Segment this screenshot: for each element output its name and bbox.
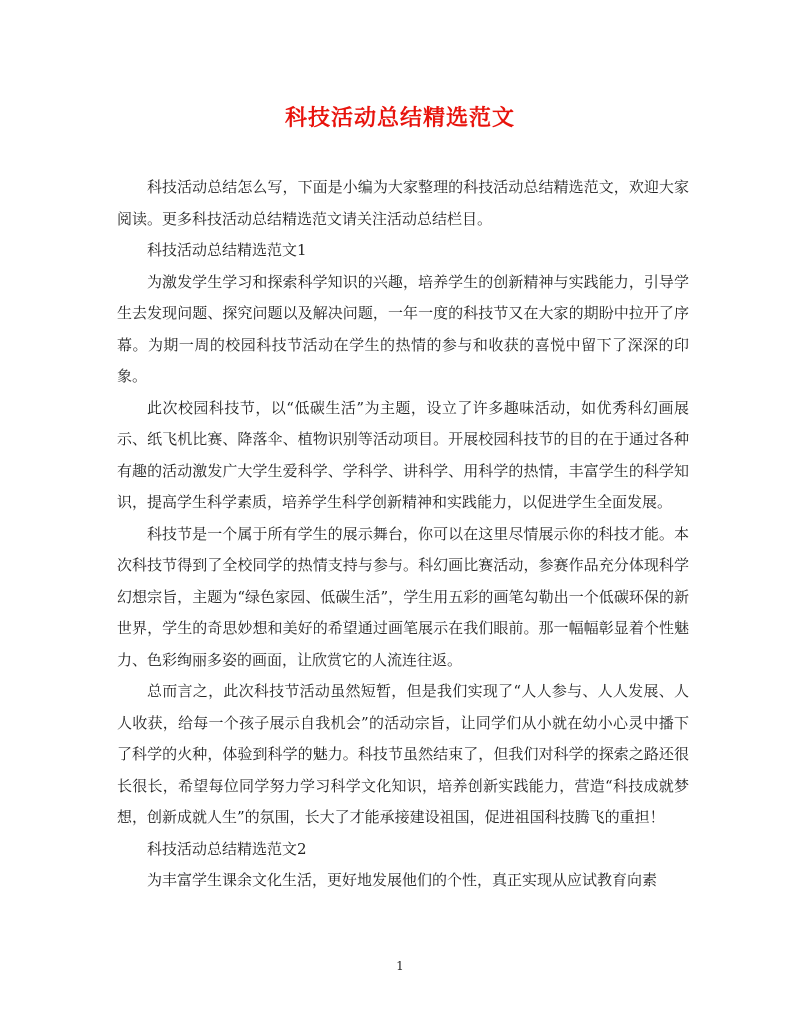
intro-paragraph: 科技活动总结怎么写，下面是小编为大家整理的科技活动总结精选范文，欢迎大家阅读。更多科技活动总结精选范文请关注活动总结栏目。 — [117, 178, 689, 228]
body-paragraph: 总而言之，此次科技节活动虽然短暂，但是我们实现了“人人参与、人人发展、人人收获，给每一个孩子展示自我机会”的活动宗旨，让同学们从小就在幼小心灵中播下了科学的火种，体验到科学的魅力。科技节虽然结束了，但我们对科学的探索之路还很长很长，希望每位同学努力学习科学文化知识，培养创新实践能力，营造“科技成就梦想，创新成就人生”的氛围，长大了才能承接建设祖国，促进祖国科技腾飞的重担！ — [117, 682, 689, 826]
body-paragraph: 为丰富学生课余文化生活，更好地发展他们的个性，真正实现从应试教育向素 — [147, 871, 658, 889]
section-heading-2: 科技活动总结精选范文2 — [147, 839, 307, 858]
body-paragraph: 为激发学生学习和探索科学知识的兴趣，培养学生的创新精神与实践能力，引导学生去发现问题、探究问题以及解决问题，一年一度的科技节又在大家的期盼中拉开了序幕。为期一周的校园科技节活动在学生的热情的参与和收获的喜悦中留下了深深的印象。 — [117, 272, 689, 385]
body-paragraph: 此次校园科技节，以“低碳生活”为主题，设立了许多趣味活动，如优秀科幻画展示、纸飞机比赛、降落伞、植物识别等活动项目。开展校园科技节的目的在于通过各种有趣的活动激发广大学生爱科学、学科学、讲科学、用科学的热情，丰富学生的科学知识，提高学生科学素质，培养学生科学创新精神和实践能力，以促进学生全面发展。 — [117, 398, 689, 511]
document-body — [117, 172, 689, 897]
page-number: 1 — [396, 959, 404, 973]
body-paragraph: 科技节是一个属于所有学生的展示舞台，你可以在这里尽情展示你的科技才能。本次科技节得到了全校同学的热情支持与参与。科幻画比赛活动，参赛作品充分体现科学幻想宗旨，主题为“绿色家园、低碳生活”，学生用五彩的画笔勾勒出一个低碳环保的新世界，学生的奇思妙想和美好的希望通过画笔展示在我们眼前。那一幅幅彰显着个性魅力、色彩绚丽多姿的画面，让欣赏它的人流连往返。 — [117, 524, 689, 669]
section-heading-1: 科技活动总结精选范文1 — [147, 241, 307, 259]
document-title: 科技活动总结精选范文 — [284, 105, 515, 131]
